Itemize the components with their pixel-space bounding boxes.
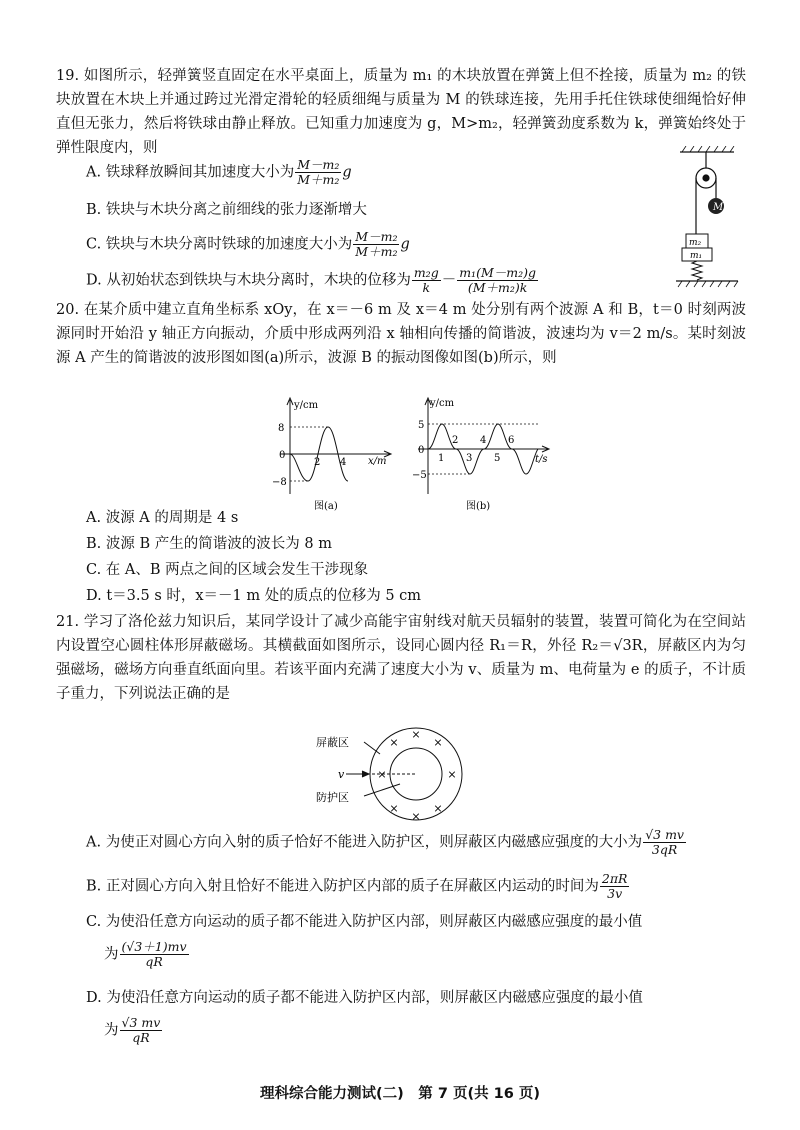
q19-option-c: C. 铁块与木块分离时铁球的加速度大小为 $\frac{\text{M－m₂}}{\text{M＋m₂}}$ g [86,229,410,259]
fig-a-caption: 图(a) [314,501,338,512]
q20-option-d: D. t＝3.5 s 时，x＝－1 m 处的质点的位移为 5 cm [86,588,422,604]
q20-option-c: C. 在 A、B 两点之间的区域会发生干涉现象 [86,562,369,578]
fig-b-caption: 图(b) [466,501,491,512]
q20-option-a: A. 波源 A 的周期是 4 s [86,510,239,526]
q20-figure-b [408,394,558,512]
fig-a-tick-8: 8 [278,423,285,434]
fig-b-tick-1: 1 [438,453,445,464]
fig-a-ylabel: y/cm [294,400,319,411]
fig-b-tick-3: 3 [466,453,473,464]
q19-option-b: B. 铁块与木块分离之前细线的张力逐渐增大 [86,202,367,218]
fig-a-tick-0: 0 [279,450,286,461]
q21-option-d-value: 为 $\frac{√3 mv}{qR}$ [104,1015,161,1045]
q21-option-a: A. 为使正对圆心方向入射的质子恰好不能进入防护区，则屏蔽区内磁感应强度的大小为 $\frac{√3 mv}{3qR}$ [86,827,684,857]
fig-b-tick-6: 6 [508,435,515,446]
q21-option-d: D. 为使沿任意方向运动的质子都不能进入防护区内部，则屏蔽区内磁感应强度的最小值 [86,990,643,1006]
field-x-1: × [411,728,421,741]
fig-b-tick-5x: 5 [494,453,501,464]
q21-option-c: C. 为使沿任意方向运动的质子都不能进入防护区内部，则屏蔽区内磁感应强度的最小值 [86,914,643,930]
field-x-8: × [411,810,421,823]
fig-b-tick-0: 0 [418,445,425,456]
q19-option-a: A. 铁球释放瞬间其加速度大小为 $\frac{\text{M－m₂}}{\text{M＋m₂}}$ g [86,157,352,187]
page-footer: 理科综合能力测试(二) 第 7 页(共 16 页) [260,1086,540,1102]
field-x-2: × [389,736,399,749]
field-x-5: × [447,768,457,781]
fig-b-ylabel: y/cm [430,398,455,409]
q20-stem: 20. 在某介质中建立直角坐标系 xOy，在 x＝－6 m 及 x＝4 m 处分别有两个波源 A 和 B，t＝0 时刻两波源同时开始沿 y 轴正方向振动，介质中形成两列沿 x 轴相向传播的简谐波，波速均为 v＝2 m/s。某时刻波源 A 产生的简谐波的波形图如图(a)所示，波源 B 的振动图像如图(b)所示，则 [56,302,746,366]
q21-option-c-value: 为 $\frac{(√3+1)mv}{qR}$ [104,939,187,969]
fig-b-tick-neg5: −5 [412,470,427,481]
q19-option-d: D. 从初始状态到铁块与木块分离时，木块的位移为 $\frac{\text{m₂g}}{k}$ － $\frac{\text{m₁(M－m₂)g}}{\text{(M＋m₂)k}}$ [86,265,536,295]
q19-stem: 19. 如图所示，轻弹簧竖直固定在水平桌面上，质量为 m₁ 的木块放置在弹簧上但不拴接，质量为 m₂ 的铁块放置在木块上并通过跨过光滑定滑轮的轻质细绳与质量为 M 的铁球连接，先用手托住铁球使细绳恰好伸直但无张力，然后将铁球由静止释放。已知重力加速度为 g，M>m₂，轻弹簧劲度系数为 k，弹簧始终处于弹性限度内，则 [56,68,746,156]
fig-b-tick-2: 2 [452,435,459,446]
fig-a-tick-4: 4 [340,457,347,468]
q20-option-b: B. 波源 B 产生的简谐波的波长为 8 m [86,536,332,552]
q21-stem: 21. 学习了洛伦兹力知识后，某同学设计了减少高能宇宙射线对航天员辐射的装置，装置可简化为在空间站内设置空心圆柱体形屏蔽磁场。其横截面如图所示，设同心圆内径 R₁＝R，外径 R₂＝√3R，屏蔽区内为匀强磁场，磁场方向垂直纸面向里。若该平面内充满了速度大小为 v、质量为 m、电荷量为 e 的质子，不计质子重力，下列说法正确的是 [56,614,746,702]
fig-protect-label: 防护区 [316,791,349,804]
q21-option-b: B. 正对圆心方向入射且恰好不能进入防护区内部的质子在屏蔽区内运动的时间为 $\frac{2\pi R}{3v}$ [86,871,628,901]
q21-shield-figure [316,724,476,824]
field-x-6: × [389,802,399,815]
fig-b-tick-5: 5 [418,420,425,431]
field-x-7: × [433,802,443,815]
fig-m1-label: m₁ [690,251,703,261]
fig-b-xlabel: t/s [535,454,548,465]
field-x-4: × [377,768,387,781]
fig-a-tick-2: 2 [314,457,321,468]
q20-figure-a [270,394,400,512]
fig-a-xlabel: x/m [368,456,387,467]
q19-pulley-figure [668,146,748,296]
fig-a-tick-neg8: −8 [272,477,287,488]
fig-shield-label: 屏蔽区 [316,736,349,749]
fig-velocity-label: v [338,768,345,781]
fig-m2-label: m₂ [689,238,702,248]
fig-b-tick-4: 4 [480,435,487,446]
fig-ball-label: M [713,202,724,213]
field-x-3: × [433,736,443,749]
